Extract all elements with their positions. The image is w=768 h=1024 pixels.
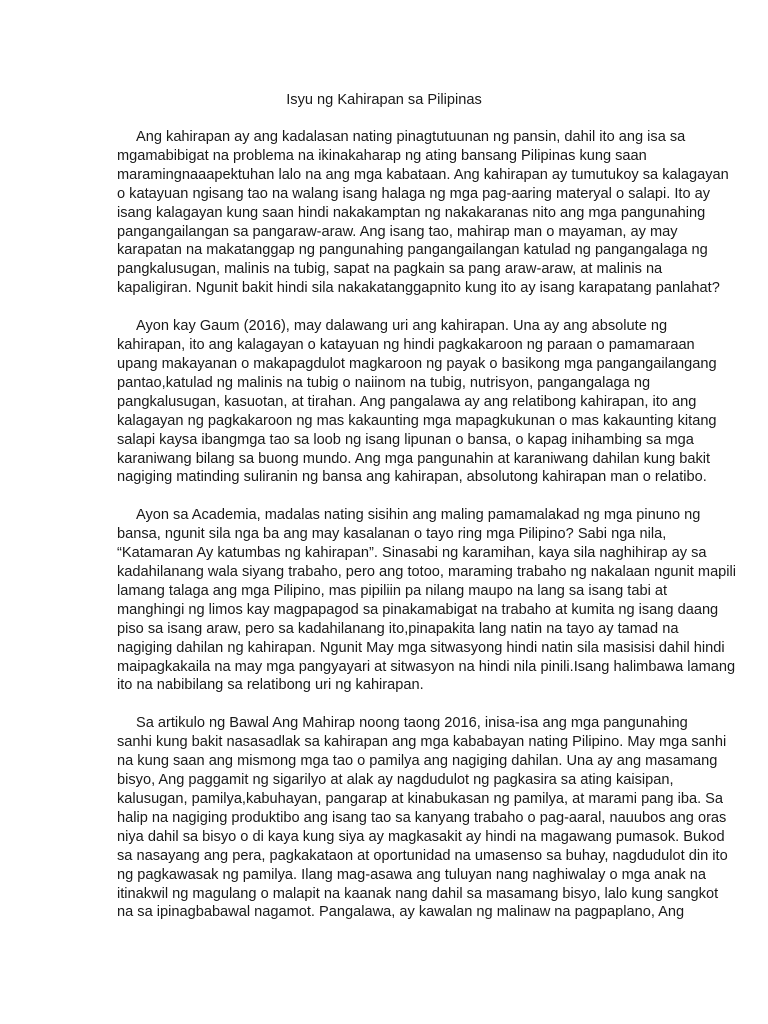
paragraph-line: maramingnaaapektuhan lalo na ang mga kabataan. Ang kahirapan ay tumutukoy sa kalagayan: [117, 166, 729, 183]
paragraph-line: Ang kahirapan ay ang kadalasan nating pinagtutuunan ng pansin, dahil ito ang isa sa: [136, 129, 686, 145]
paragraph-line: manghingi ng limos kay magpapagod sa pinakamabigat na trabaho at kumita ng isang daang: [117, 601, 719, 618]
paragraph-line: kapaligiran. Ngunit bakit hindi sila nakakatanggapnito kung ito ay isang karapatang panlahat?: [117, 280, 720, 297]
paragraph-line: karapatan na makatanggap ng pangunahing pangangailangan katulad ng pangangalaga ng: [117, 242, 708, 259]
paragraph-line: “Katamaran Ay katumbas ng kahirapan”. Sinasabi ng karamihan, kaya sila naghihirap ay sa: [117, 545, 707, 562]
paragraph-line: salapi kaysa ibangmga tao sa loob ng isang lipunan o bansa, o kapag inihambing sa mga: [117, 431, 694, 448]
paragraph-line: kahirapan, ito ang kalagayan o katayuan ng hindi pagkakaroon ng paraan o pamamaraan: [117, 337, 695, 354]
paragraph-line: pangangailangan sa pangaraw-araw. Ang isang tao, mahirap man o mayaman, ay may: [117, 223, 678, 240]
paragraph-line: itinakwil ng magulang o malapit na kaanak nang dahil sa masamang bisyo, lalo kung sangkot: [117, 885, 719, 902]
paragraph-line: pantao,katulad ng malinis na tubig o naiinom na tubig, nutrisyon, pangangalaga ng: [117, 374, 651, 391]
paragraph-line: nagiging dahilan ng kahirapan. Ngunit May mga sitwasyong hindi natin sila masisisi dahil hindi: [117, 639, 725, 656]
paragraph-line: pangkalusugan, malinis na tubig, sapat na pagkain sa pang araw-araw, at malinis na: [117, 261, 663, 278]
paragraph-line: piso sa isang araw, pero sa kadahilanang ito,pinapakita lang natin na tayo ay tamad na: [117, 620, 679, 637]
paragraph-line: Sa artikulo ng Bawal Ang Mahirap noong taong 2016, inisa-isa ang mga pangunahing: [136, 715, 688, 732]
paragraph-line: isang kalagayan kung saan hindi nakakamptan ng nakakaranas nito ang mga pangunahing: [117, 204, 706, 221]
paragraph: [117, 506, 737, 695]
paragraph: [117, 317, 717, 487]
paragraph-line: ng pagkawasak ng pamilya. Ilang mag-asawa ang tuluyan nang naghiwalay o mga anak na: [117, 866, 707, 883]
paragraph-line: Ayon kay Gaum (2016), may dalawang uri ang kahirapan. Una ay ang absolute ng: [136, 318, 668, 335]
paragraph-line: sanhi kung bakit nasasadlak sa kahirapan ang mga kababayan nating Pilipino. May mga sanhi: [117, 734, 727, 751]
paragraph-line: karaniwang bilang sa buong mundo. Ang mga pangunahin at karaniwang dahilan kung bakit: [117, 450, 711, 467]
paragraph-line: niya dahil sa bisyo o di kaya kung siya ay magkasakit ay hindi na magawang pumasok. Bukod: [117, 828, 725, 845]
paragraph-line: upang makayanan o makapagdulot magkaroon ng payak o basikong mga pangangailangang: [117, 355, 717, 372]
paragraph-line: nagiging matinding suliranin ng bansa ang kahirapan, absolutong kahirapan man o relatibo.: [117, 469, 707, 486]
paragraph-line: na kung saan ang mismong mga tao o pamilya ang nagiging dahilan. Una ay ang masamang: [117, 753, 718, 770]
paragraph-line: o katayuan ngisang tao na walang isang halaga ng mga pag-aaring materyal o salapi. Ito ay: [117, 185, 711, 202]
document-body: [117, 128, 737, 941]
paragraph-line: na sa ipinagbabawal nagamot. Pangalawa, ay kawalan ng malinaw na pagpaplano, Ang: [117, 904, 685, 921]
paragraph: [117, 714, 728, 922]
paragraph: [117, 128, 729, 298]
paragraph-line: ito na nabibilang sa relatibong uri ng kahirapan.: [117, 677, 424, 694]
paragraph-line: lamang talaga ang mga Pilipino, mas pipiliin pa nilang maupo na lang sa isang tabi at: [117, 582, 668, 599]
paragraph-line: kalagayan ng pagkakaroon ng mas kakaunting mga mapagkukunan o mas kakaunting kitang: [117, 412, 717, 429]
paragraph-line: sa nasayang ang pera, pagkakataon at oportunidad na umasenso sa buhay, nagdudulot din ito: [117, 847, 728, 864]
paragraph-line: halip na nagiging produktibo ang isang tao sa kanyang trabaho o pag-aaral, nauubos ang oras: [117, 809, 727, 826]
paragraph-line: bisyo, Ang paggamit ng sigarilyo at alak ay nagdudulot ng pagkasira sa ating kaisipan,: [117, 772, 674, 789]
paragraph-line: maipagkakaila na may mga pangyayari at sitwasyon na hindi nila pinili.Isang halimbawa lamang: [117, 658, 736, 675]
paragraph-line: kadahilanang wala siyang trabaho, pero ang totoo, maraming trabaho ng nakalaan ngunit mapili: [117, 564, 737, 581]
document-title: Isyu ng Kahirapan sa Pilipinas: [286, 92, 482, 108]
paragraph-line: mgamabibigat na problema na ikinakaharap ng ating bansang Pilipinas kung saan: [117, 147, 647, 164]
paragraph-line: bansa, ngunit sila nga ba ang may kasalanan o tayo ring mga Pilipino? Sabi nga nila,: [117, 526, 667, 543]
paragraph-line: kalusugan, pamilya,kabuhayan, pangarap at kinabukasan ng pamilya, at marami pang iba. Sa: [117, 791, 724, 807]
paragraph-line: pangkalusugan, kasuotan, at tirahan. Ang pangalawa ay ang relatibong kahirapan, ito ang: [117, 393, 697, 410]
paragraph-line: Ayon sa Academia, madalas nating sisihin ang maling pamamalakad ng mga pinuno ng: [136, 507, 701, 524]
